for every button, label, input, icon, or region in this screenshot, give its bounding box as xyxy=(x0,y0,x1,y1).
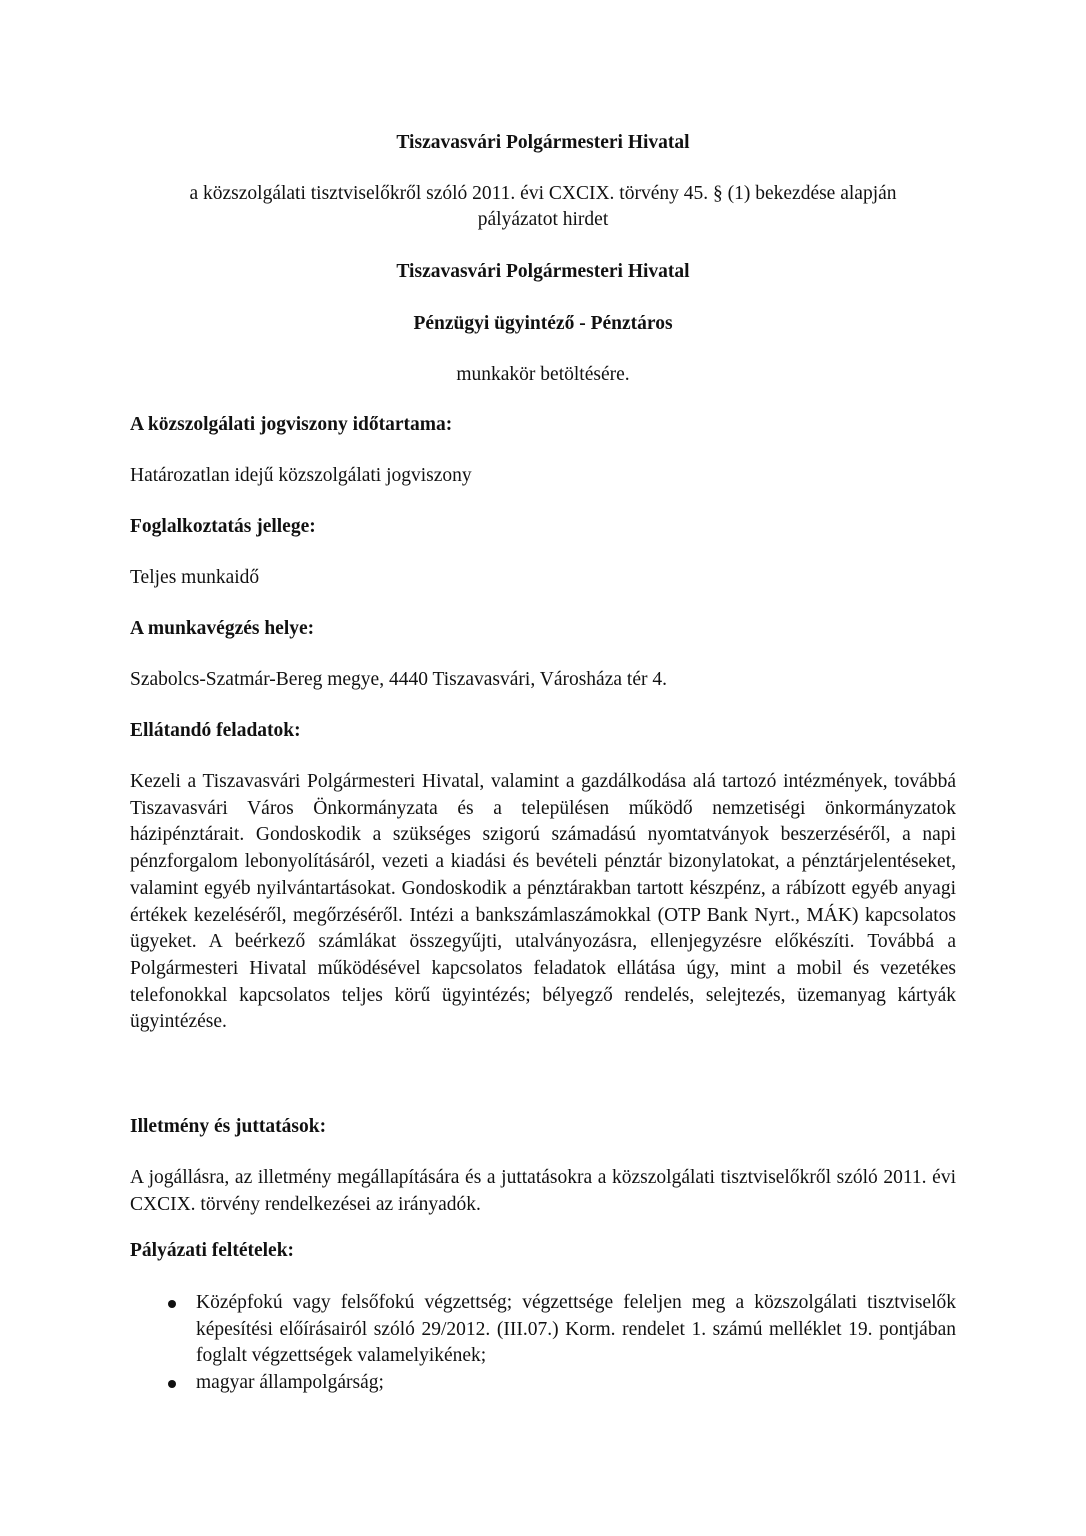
tasks-text: Kezeli a Tiszavasvári Polgármesteri Hivatal, valamint a gazdálkodása alá tartozó intézmények, továbbá Tiszavasvári Város Önkormányzata és a településen működő nemzetiségi önkormányzatok házipénztárait. Gondoskodik a szükséges szigorú számadású nyomtatványok beszerzéséről, a napi pénzforgalom lebonyolításáról, vezeti a kiadási és bevételi pénztár bizonylatokat, a pénztárjelentéseket, valamint egyéb nyilvántartásokat. Gondoskodik a pénztárakban tartott készpénz, a rábízott egyéb anyagi értékek kezeléséről, megőrzéséről. Intézi a bankszámlaszámokkal (OTP Bank Nyrt., MÁK) kapcsolatos ügyeket. A beérkező számlákat összegyűjti, utalványozásra, ellenjegyzésre előkészíti. Továbbá a Polgármesteri Hivatal működésével kapcsolatos feladatok ellátása úgy, mint a mobil és vezetékes telefonokkal kapcsolatos teljes körű ügyintézés; bélyegző rendelés, selejtezés, üzemanyag kártyák ügyintézése. xyxy=(130,771,956,1033)
duration-text: Határozatlan idejű közszolgálati jogviszony xyxy=(130,465,472,486)
position-title: Pénzügyi ügyintéző - Pénztáros xyxy=(413,313,673,334)
document-page xyxy=(130,0,956,1536)
condition-text: magyar állampolgárság; xyxy=(196,1372,384,1394)
bullet-icon xyxy=(168,1300,176,1308)
condition-text: Középfokú vagy felsőfokú végzettség; végzettsége feleljen meg a közszolgálati tisztviselők képesítési előírásairól szóló 29/2012. (III.07.) Korm. rendelet 1. számú melléklet 19. pontjában foglalt végzettségek valamelyikének; xyxy=(196,1292,956,1367)
duration-heading: A közszolgálati jogviszony időtartama: xyxy=(130,414,453,435)
bullet-icon xyxy=(168,1380,176,1388)
location-heading: A munkavégzés helye: xyxy=(130,618,315,639)
org-title: Tiszavasvári Polgármesteri Hivatal xyxy=(396,132,690,153)
tasks-heading: Ellátandó feladatok: xyxy=(130,720,301,741)
employment-heading: Foglalkoztatás jellege: xyxy=(130,516,316,537)
salary-text: A jogállásra, az illetmény megállapítására és a juttatásokra a közszolgálati tisztviselőkről szóló 2011. évi CXCIX. törvény rendelkezései az irányadók. xyxy=(130,1167,956,1215)
intro-line-2: pályázatot hirdet xyxy=(477,209,609,230)
employment-text: Teljes munkaidő xyxy=(130,567,260,588)
location-text: Szabolcs-Szatmár-Bereg megye, 4440 Tiszavasvári, Városháza tér 4. xyxy=(130,669,667,690)
position-suffix: munkakör betöltésére. xyxy=(456,364,630,385)
conditions-heading: Pályázati feltételek: xyxy=(130,1240,295,1261)
list-item xyxy=(130,1290,956,1370)
salary-heading: Illetmény és juttatások: xyxy=(130,1116,327,1137)
org-title-2: Tiszavasvári Polgármesteri Hivatal xyxy=(396,261,690,282)
intro-line-1: a közszolgálati tisztviselőkről szóló 2011. évi CXCIX. törvény 45. § (1) bekezdése alapján xyxy=(189,183,897,204)
list-item xyxy=(130,1370,956,1397)
conditions-list xyxy=(130,1290,956,1397)
